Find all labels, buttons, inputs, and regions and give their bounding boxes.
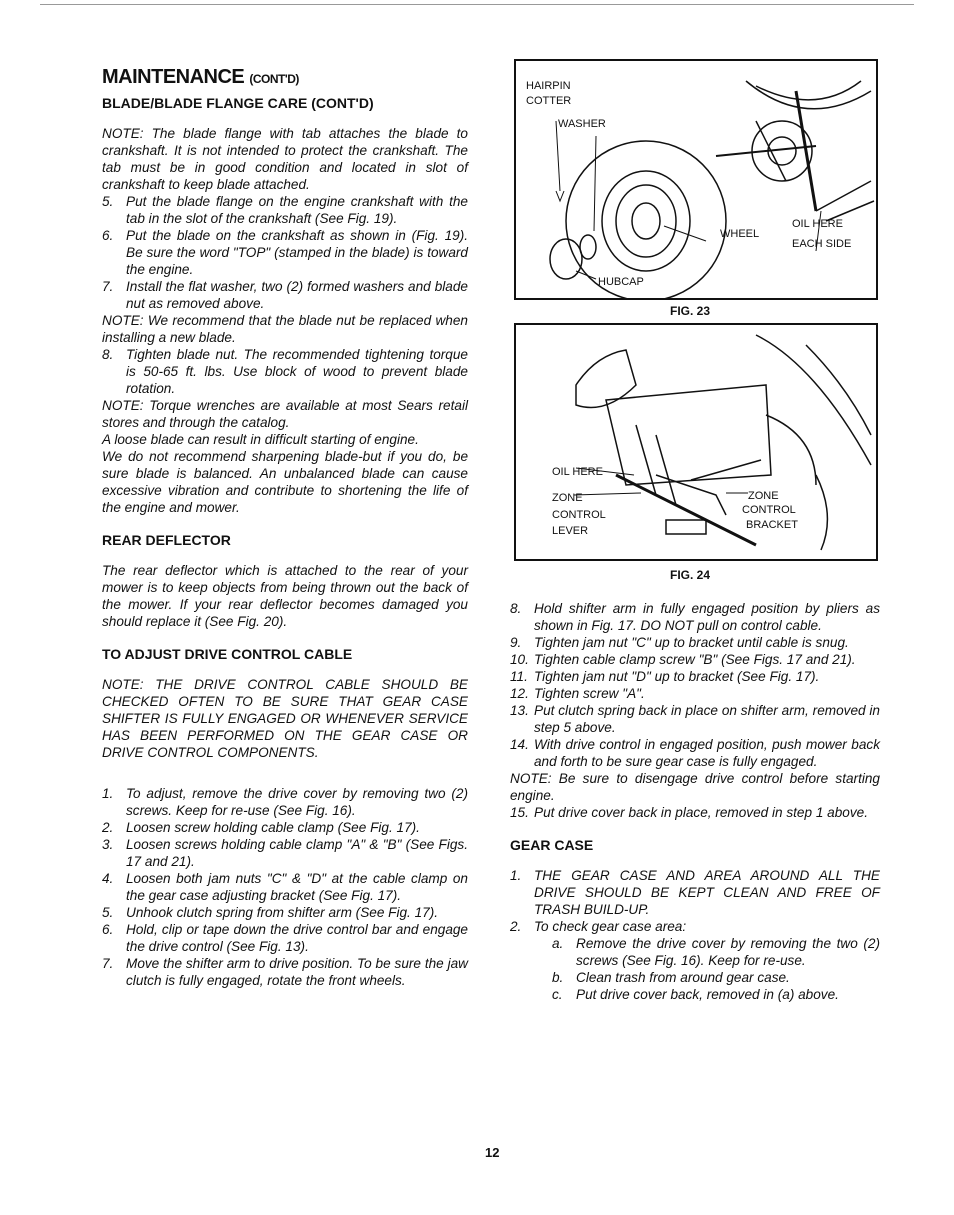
label-each-side: EACH SIDE bbox=[792, 238, 852, 250]
step-text: Hold shifter arm in fully engaged position by pliers as shown in Fig. 17. DO NOT pull on control cable. bbox=[534, 601, 880, 633]
label-zone-control-bracket-2: CONTROL bbox=[742, 504, 796, 516]
gear-substep-c bbox=[510, 986, 880, 1003]
figure-23-caption: FIG. 23 bbox=[670, 304, 711, 318]
step-text: To adjust, remove the drive cover by removing two (2) screws. Keep for re-use (See Fig. 16). bbox=[126, 786, 468, 818]
label-zone-control-lever-3: LEVER bbox=[552, 525, 589, 537]
step-number: 3. bbox=[102, 837, 114, 852]
step-text: Tighten screw "A". bbox=[534, 686, 645, 701]
label-zone-control-lever-1: ZONE bbox=[552, 492, 583, 504]
cable-step-6 bbox=[102, 921, 468, 955]
gear-substep-b bbox=[510, 969, 880, 986]
step-number: 2. bbox=[102, 820, 114, 835]
step-number: 9. bbox=[510, 635, 522, 650]
title-main: MAINTENANCE bbox=[102, 66, 245, 88]
step-number: 7. bbox=[102, 279, 114, 294]
blade-step-6 bbox=[102, 227, 468, 278]
figure-23 bbox=[514, 59, 878, 300]
substep-letter: b. bbox=[552, 970, 564, 985]
step-text: Tighten cable clamp screw "B" (See Figs. 17 and 21). bbox=[534, 652, 856, 667]
blade-para-2: We do not recommend sharpening blade-but if you do, be sure blade is balanced. An unbalanced blade can cause excessive vibration and contribute to shortening the life of the engine and mower. bbox=[102, 449, 468, 515]
step-text: Unhook clutch spring from shifter arm (See Fig. 17). bbox=[126, 905, 439, 920]
step-number: 4. bbox=[102, 871, 114, 886]
cable-step-7 bbox=[102, 955, 468, 989]
step-text: Put the blade flange on the engine crankshaft with the tab in the slot of the crankshaft (See Fig. 19). bbox=[126, 194, 468, 226]
blade-step-5 bbox=[102, 193, 468, 227]
step-text: Tighten blade nut. The recommended tightening torque is 50-65 ft. lbs. Use block of wood to prevent blade rotation. bbox=[126, 347, 468, 396]
label-zone-control-bracket-3: BRACKET bbox=[746, 519, 798, 531]
drive-cable-note: NOTE: THE DRIVE CONTROL CABLE SHOULD BE CHECKED OFTEN TO BE SURE THAT GEAR CASE SHIFTER IS FULLY ENGAGED OR WHENEVER SERVICE HAS BEEN PERFORMED ON THE GEAR CASE OR DRIVE CONTROL COMPONENTS. bbox=[102, 677, 468, 760]
page-title bbox=[102, 66, 468, 89]
label-hubcap: HUBCAP bbox=[598, 276, 644, 288]
cable-step-10 bbox=[510, 651, 880, 668]
step-text: Loosen both jam nuts "C" & "D" at the cable clamp on the gear case adjusting bracket (See Fig. 17). bbox=[126, 871, 468, 903]
label-wheel: WHEEL bbox=[720, 228, 760, 240]
cable-step-4 bbox=[102, 870, 468, 904]
cable-step-15 bbox=[510, 804, 880, 821]
cable-step-13 bbox=[510, 702, 880, 736]
blade-note-3: NOTE: Torque wrenches are available at most Sears retail stores and through the catalog. bbox=[102, 398, 468, 430]
right-column bbox=[510, 600, 880, 1003]
step-number: 8. bbox=[510, 601, 522, 616]
step-text: Move the shifter arm to drive position. To be sure the jaw clutch is fully engaged, rotate the front wheels. bbox=[126, 956, 468, 988]
section-heading-drive-cable: TO ADJUST DRIVE CONTROL CABLE bbox=[102, 646, 353, 662]
substep-text: Put drive cover back, removed in (a) above. bbox=[576, 987, 839, 1002]
step-number: 2. bbox=[510, 919, 522, 934]
blade-note-2: NOTE: We recommend that the blade nut be replaced when installing a new blade. bbox=[102, 313, 468, 345]
step-number: 11. bbox=[510, 669, 528, 684]
title-suffix: (CONT'D) bbox=[249, 72, 299, 86]
step-number: 7. bbox=[102, 956, 114, 971]
cable-step-11 bbox=[510, 668, 880, 685]
left-column bbox=[102, 66, 468, 989]
blade-para-1: A loose blade can result in difficult starting of engine. bbox=[102, 432, 419, 447]
cable-step-3 bbox=[102, 836, 468, 870]
cable-step-14 bbox=[510, 736, 880, 770]
cable-step-9 bbox=[510, 634, 880, 651]
step-number: 14. bbox=[510, 737, 529, 752]
label-oil-here: OIL HERE bbox=[552, 466, 603, 478]
gear-substep-a bbox=[510, 935, 880, 969]
substep-letter: a. bbox=[552, 936, 564, 951]
cable-step-8 bbox=[510, 600, 880, 634]
blade-step-8 bbox=[102, 346, 468, 397]
step-text: Put clutch spring back in place on shifter arm, removed in step 5 above. bbox=[534, 703, 880, 735]
step-number: 15. bbox=[510, 805, 529, 820]
step-text: Loosen screw holding cable clamp (See Fig. 17). bbox=[126, 820, 420, 835]
section-heading-gear-case: GEAR CASE bbox=[510, 837, 594, 853]
step-text: Tighten jam nut "D" up to bracket (See Fig. 17). bbox=[534, 669, 820, 684]
step-number: 8. bbox=[102, 347, 114, 362]
top-border bbox=[40, 4, 914, 5]
blade-note-1: NOTE: The blade flange with tab attaches the blade to crankshaft. It is not intended to protect the crankshaft. The tab must be in good condition and located in slot of crankshaft to keep blade attached. bbox=[102, 126, 468, 192]
step-number: 5. bbox=[102, 905, 114, 920]
blade-step-7 bbox=[102, 278, 468, 312]
cable-step-5 bbox=[102, 904, 468, 921]
step-number: 13. bbox=[510, 703, 529, 718]
drive-cable-note-end: NOTE: Be sure to disengage drive control before starting engine. bbox=[510, 771, 880, 803]
step-number: 5. bbox=[102, 194, 114, 209]
gear-step-2 bbox=[510, 918, 880, 935]
page-number: 12 bbox=[485, 1145, 500, 1160]
step-text: Loosen screws holding cable clamp "A" & "B" (See Figs. 17 and 21). bbox=[126, 837, 468, 869]
step-number: 12. bbox=[510, 686, 529, 701]
cable-step-1 bbox=[102, 785, 468, 819]
gear-step-1 bbox=[510, 867, 880, 918]
step-number: 1. bbox=[102, 786, 114, 801]
step-number: 1. bbox=[510, 868, 522, 883]
label-oil-here: OIL HERE bbox=[792, 218, 843, 230]
step-text: Hold, clip or tape down the drive control bar and engage the drive control (See Fig. 13). bbox=[126, 922, 468, 954]
step-number: 6. bbox=[102, 922, 114, 937]
rear-deflector-text: The rear deflector which is attached to the rear of your mower is to keep objects from being thrown out the back of the mower. If your rear deflector becomes damaged you should replace it (See Fig. 20). bbox=[102, 563, 468, 629]
figure-24-caption: FIG. 24 bbox=[670, 568, 711, 582]
step-text: Put the blade on the crankshaft as shown in (Fig. 19). Be sure the word "TOP" (stamped in the blade) is toward the engine. bbox=[126, 228, 468, 277]
label-zone-control-bracket-1: ZONE bbox=[748, 490, 779, 502]
substep-text: Clean trash from around gear case. bbox=[576, 970, 790, 985]
step-number: 10. bbox=[510, 652, 529, 667]
section-heading-blade: BLADE/BLADE FLANGE CARE (CONT'D) bbox=[102, 95, 374, 111]
step-text: Install the flat washer, two (2) formed washers and blade nut as removed above. bbox=[126, 279, 468, 311]
step-text: With drive control in engaged position, push mower back and forth to be sure gear case is fully engaged. bbox=[534, 737, 880, 769]
substep-letter: c. bbox=[552, 987, 563, 1002]
cable-step-2 bbox=[102, 819, 468, 836]
step-text: THE GEAR CASE AND AREA AROUND ALL THE DRIVE SHOULD BE KEPT CLEAN AND FREE OF TRASH BUILD-UP. bbox=[534, 868, 880, 917]
label-hairpin: HAIRPIN bbox=[526, 80, 571, 92]
label-washer: WASHER bbox=[558, 118, 606, 130]
cable-step-12 bbox=[510, 685, 880, 702]
figure-24 bbox=[514, 323, 878, 561]
label-cotter: COTTER bbox=[526, 95, 572, 107]
step-text: To check gear case area: bbox=[534, 919, 687, 934]
substep-text: Remove the drive cover by removing the two (2) screws (See Fig. 16). Keep for re-use. bbox=[576, 936, 880, 968]
step-number: 6. bbox=[102, 228, 114, 243]
section-heading-rear-deflector: REAR DEFLECTOR bbox=[102, 532, 231, 548]
label-zone-control-lever-2: CONTROL bbox=[552, 509, 606, 521]
step-text: Put drive cover back in place, removed in step 1 above. bbox=[534, 805, 868, 820]
step-text: Tighten jam nut "C" up to bracket until cable is snug. bbox=[534, 635, 849, 650]
